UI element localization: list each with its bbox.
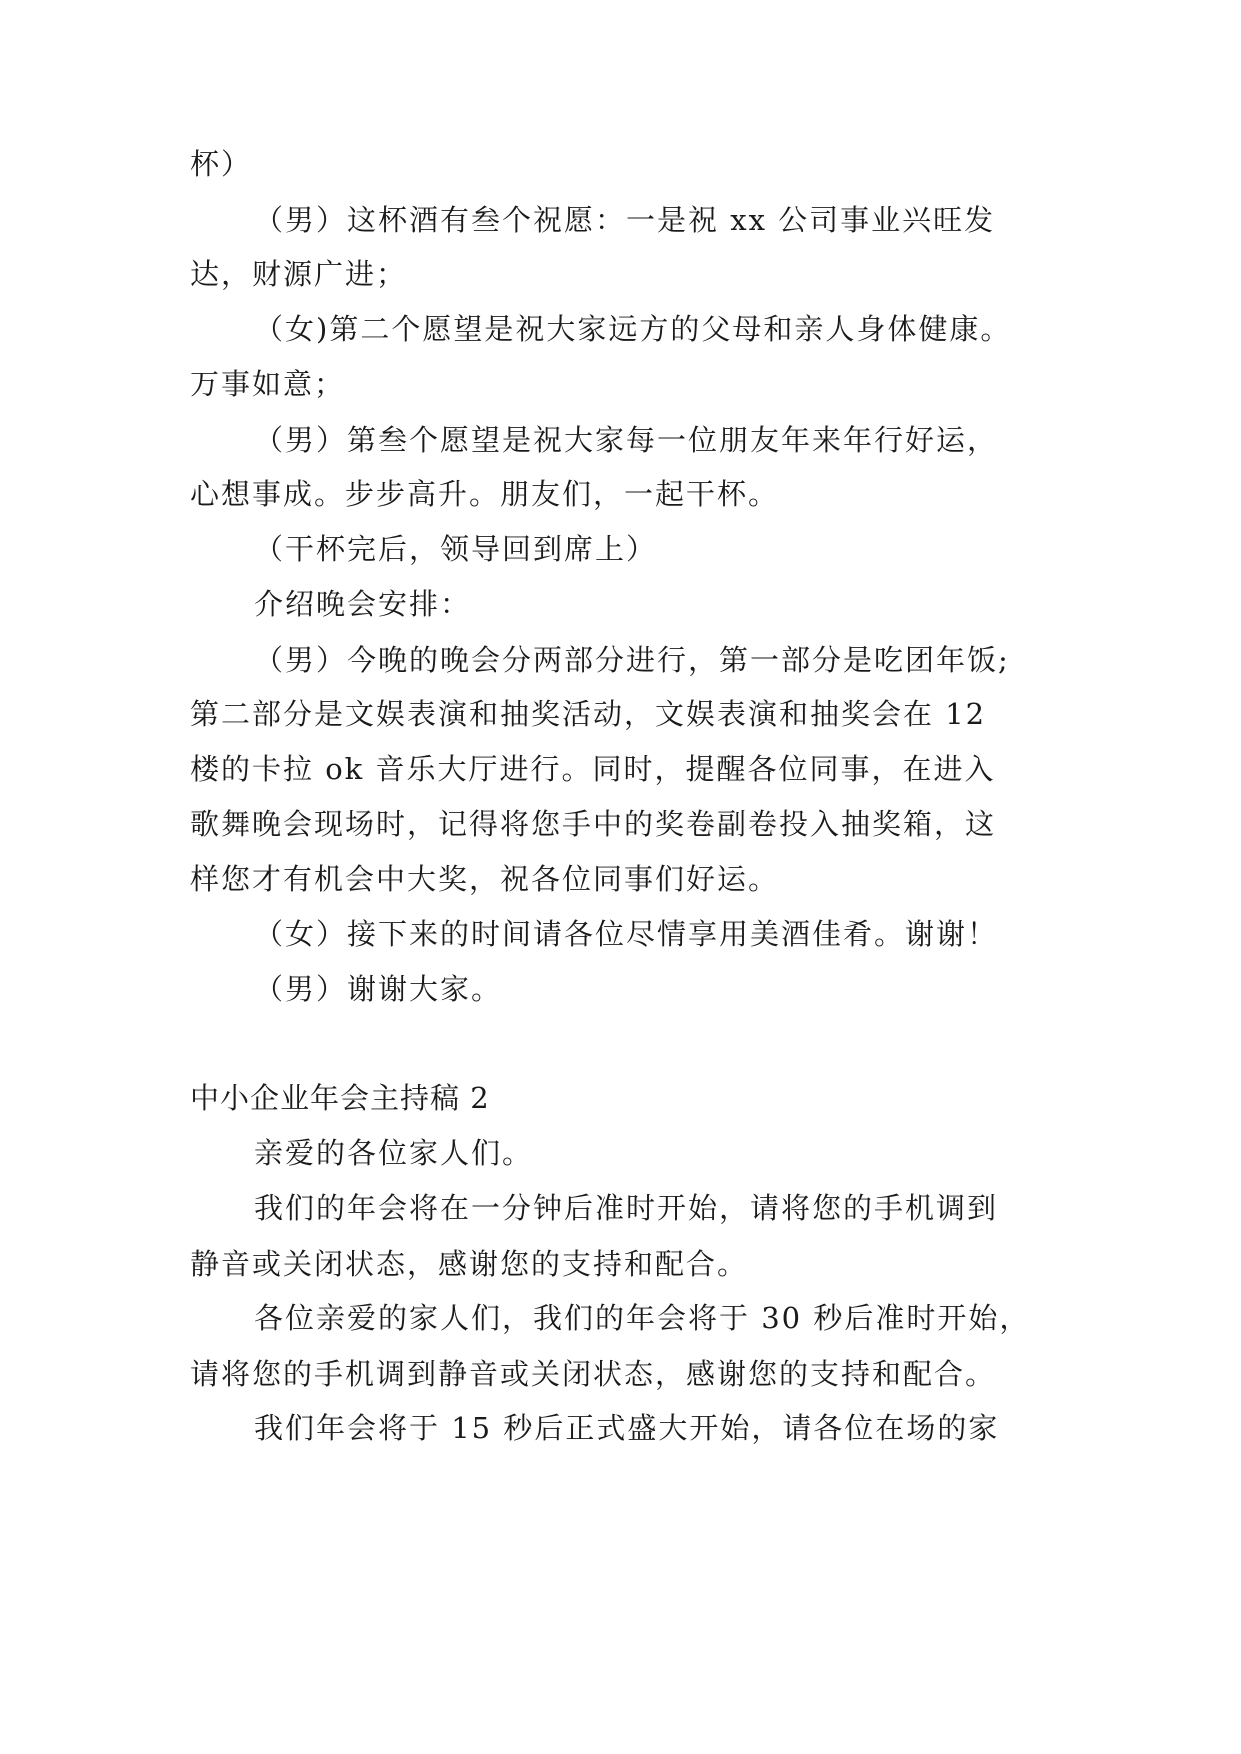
text-line: 杯） [190,147,253,181]
text-line: 我们的年会将在一分钟后准时开始，请将您的手机调到 [254,1191,999,1225]
text-line: 请将您的手机调到静音或关闭状态，感谢您的支持和配合。 [190,1357,997,1391]
text-line: 心想事成。步步高升。朋友们，一起干杯。 [190,477,780,511]
text-line: （男）第叁个愿望是祝大家每一位朋友年来年行好运， [254,423,999,457]
text-line: （男）谢谢大家。 [254,972,503,1006]
text-line: 亲爱的各位家人们。 [254,1136,534,1170]
text-line: （女）接下来的时间请各位尽情享用美酒佳肴。谢谢！ [254,917,999,951]
text-line: 楼的卡拉 ok 音乐大厅进行。同时，提醒各位同事，在进入 [190,752,996,786]
text-line: （男）这杯酒有叁个祝愿：一是祝 xx 公司事业兴旺发 [254,203,996,237]
text-line: 第二部分是文娱表演和抽奖活动，文娱表演和抽奖会在 12 [190,697,987,731]
text-line: （干杯完后，领导回到席上） [254,532,658,566]
text-line: （男）今晚的晚会分两部分进行，第一部分是吃团年饭; [254,643,1010,677]
text-line: 介绍晚会安排： [254,587,472,621]
text-line: 我们年会将于 15 秒后正式盛大开始，请各位在场的家 [254,1411,1000,1445]
text-line: 歌舞晚会现场时，记得将您手中的奖卷副卷投入抽奖箱，这 [190,807,997,841]
text-line: 静音或关闭状态，感谢您的支持和配合。 [190,1247,749,1281]
text-line: 万事如意； [190,367,346,401]
section-heading: 中小企业年会主持稿 2 [190,1081,490,1115]
text-line: 达，财源广进； [190,257,408,291]
text-line: 样您才有机会中大奖，祝各位同事们好运。 [190,862,780,896]
text-line: （女)第二个愿望是祝大家远方的父母和亲人身体健康。 [254,312,1012,346]
text-line: 各位亲爱的家人们，我们的年会将于 30 秒后准时开始， [254,1301,1031,1335]
